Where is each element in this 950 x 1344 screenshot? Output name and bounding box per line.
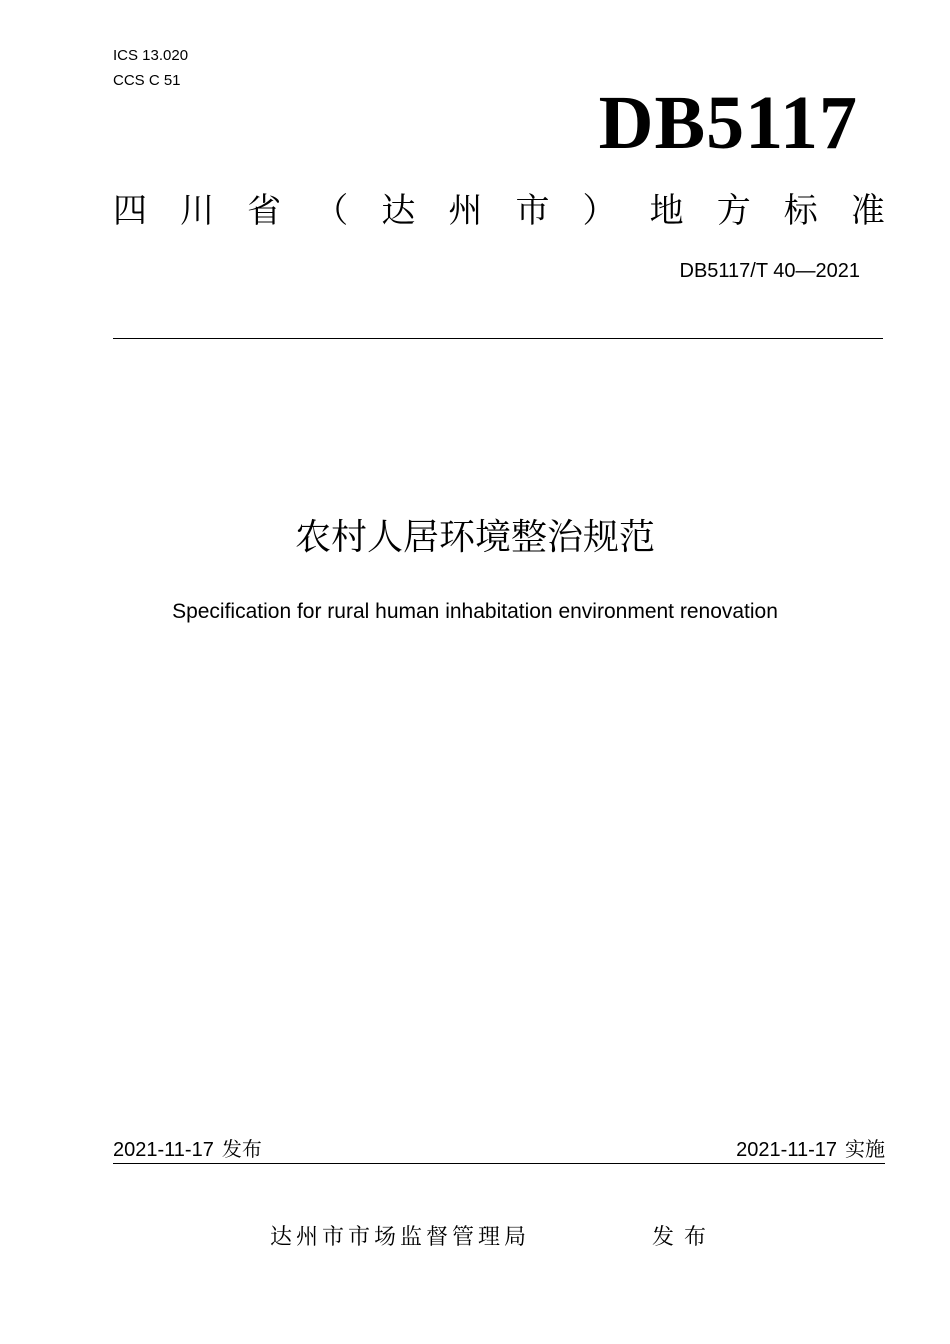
standard-number: DB5117/T 40—2021	[679, 260, 860, 282]
standard-type-char: 标	[783, 191, 818, 231]
standard-type-heading	[113, 188, 885, 234]
issue-date-label: 发布	[221, 1137, 262, 1161]
implementation-date-label: 实施	[845, 1137, 885, 1161]
standard-type-char: 方	[716, 191, 751, 231]
dates-row	[113, 1135, 885, 1163]
db-standard-code: DB5117	[598, 81, 858, 165]
implementation-date-value: 2021-11-17	[736, 1139, 837, 1161]
standard-type-char: 市	[515, 191, 550, 231]
ccs-code: CCS C 51	[113, 72, 181, 89]
issuer-label: 发布	[652, 1225, 717, 1250]
issue-date-value: 2021-11-17	[113, 1139, 214, 1161]
standard-type-char: 四	[113, 191, 147, 231]
issuer-row	[0, 1222, 950, 1254]
standard-type-char: （	[314, 191, 349, 231]
ics-code: ICS 13.020	[113, 47, 189, 64]
top-divider	[113, 338, 883, 339]
bottom-divider	[113, 1163, 885, 1164]
standard-type-char: 省	[247, 191, 282, 231]
standard-type-char: 达	[381, 191, 416, 231]
implementation-date	[736, 1135, 885, 1164]
issue-date	[113, 1135, 262, 1164]
standard-type-char: 准	[850, 191, 885, 231]
document-title-english: Specification for rural human inhabitation environment renovation	[172, 600, 778, 623]
standard-type-char: 州	[448, 191, 483, 231]
document-title-chinese: 农村人居环境整治规范	[294, 517, 655, 558]
issuing-authority: 达州市市场监督管理局	[270, 1225, 531, 1250]
standard-type-char: ）	[582, 191, 617, 231]
standard-type-char: 川	[180, 191, 215, 231]
standard-type-char: 地	[649, 191, 684, 231]
